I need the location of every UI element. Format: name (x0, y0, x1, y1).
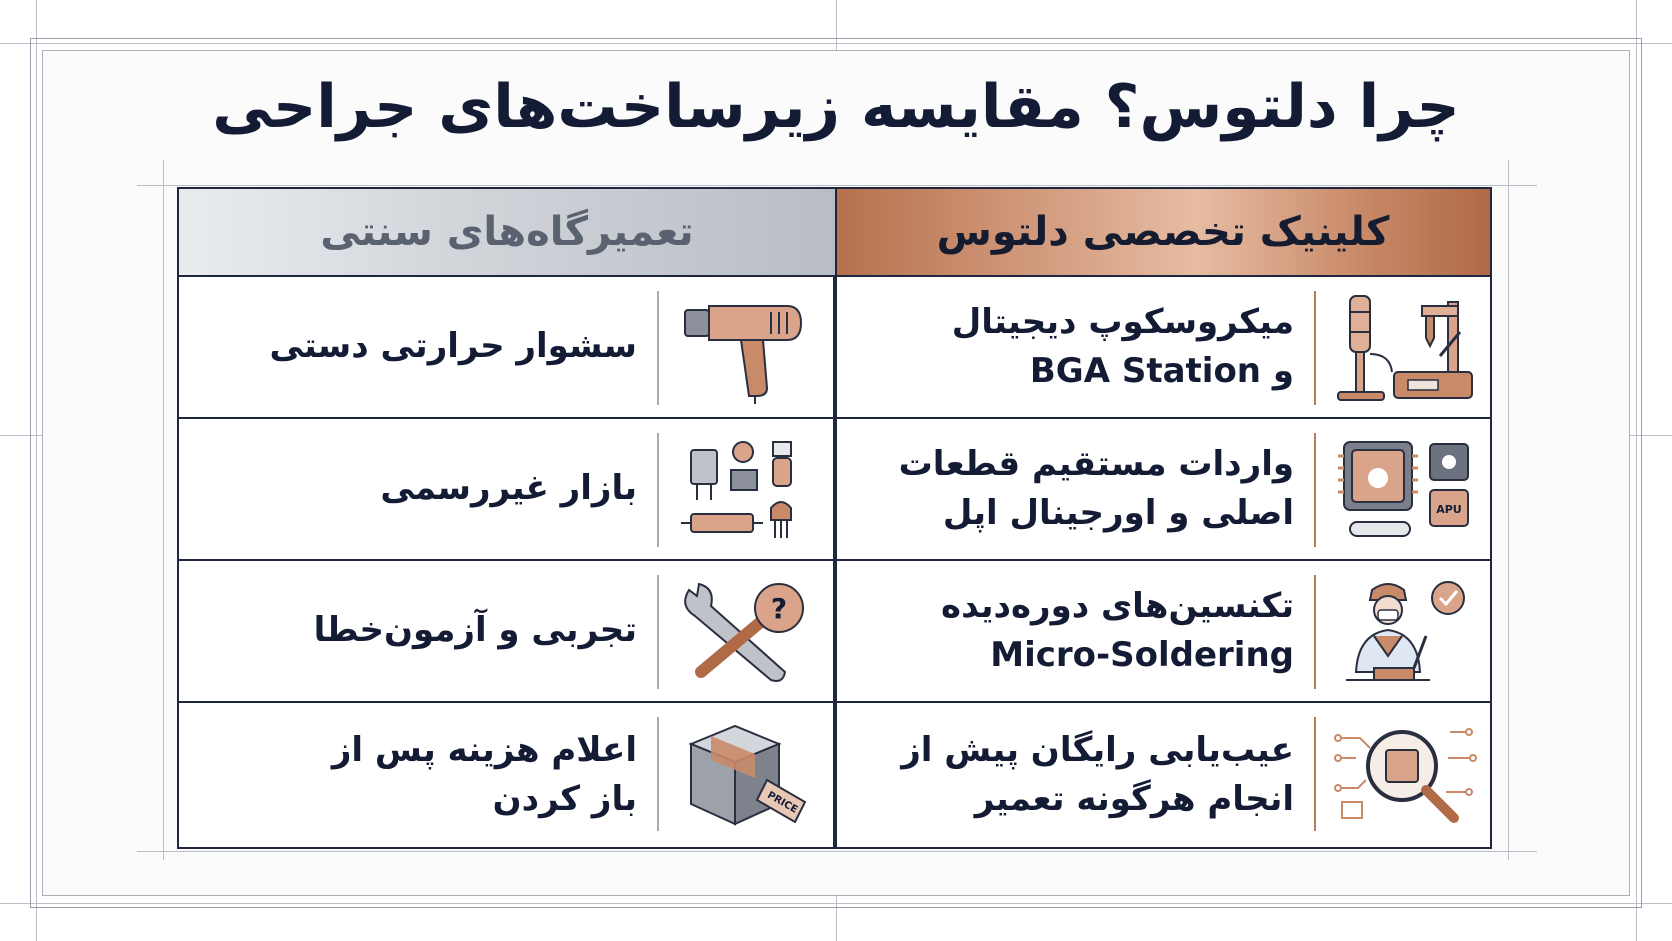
apple-chip-icon (1330, 435, 1480, 545)
microscope-bga-station-icon (1330, 293, 1480, 403)
traditional-row-4-line-2: باز کردن (492, 779, 637, 819)
traditional-row-method (179, 561, 835, 703)
comparison-table (177, 187, 1492, 849)
deltos-row-1-line-1: میکروسکوپ دیجیتال (951, 301, 1294, 342)
traditional-header: تعمیرگاه‌های سنتی (179, 189, 835, 277)
traditional-row-1-text: سشوار حرارتی دستی (269, 326, 637, 367)
deltos-row-4-line-2: انجام هرگونه تعمیر (974, 779, 1294, 819)
traditional-row-4-line-1: اعلام هزینه پس از (331, 729, 637, 770)
magnifier-circuit-icon (1330, 719, 1480, 829)
price-tag-text: PRICE (765, 789, 800, 816)
apu-label: APU (1436, 503, 1462, 516)
wrench-question-icon (671, 577, 821, 687)
heat-gun-icon (671, 293, 821, 403)
deltos-header: کلینیک تخصصی دلتوس (836, 189, 1490, 277)
deltos-row-equipment (836, 277, 1490, 419)
deltos-row-3-line-2: Micro-Soldering (990, 635, 1294, 675)
deltos-row-technicians (836, 561, 1490, 703)
technician-icon (1330, 577, 1480, 687)
box-price-tag-icon (671, 719, 821, 829)
traditional-row-2-text: بازار غیررسمی (380, 468, 637, 509)
deltos-row-2-line-1: واردات مستقیم قطعات (898, 443, 1294, 484)
traditional-column (179, 189, 835, 847)
deltos-row-1-line-2: و BGA Station (1029, 351, 1294, 391)
svg-text:?: ? (770, 592, 788, 625)
deltos-row-2-line-2: اصلی و اورجینال اپل (942, 493, 1294, 533)
loose-components-icon (671, 435, 821, 545)
traditional-row-pricing (179, 703, 835, 847)
deltos-row-4-line-1: عیب‌یابی رایگان پیش از (901, 729, 1294, 770)
traditional-row-equipment (179, 277, 835, 419)
deltos-column (836, 189, 1490, 847)
traditional-row-3-text: تجربی و آزمون‌خطا (313, 610, 637, 651)
page-title: چرا دلتوس؟ مقایسه زیرساخت‌های جراحی (212, 72, 1460, 142)
deltos-row-diagnosis (836, 703, 1490, 847)
deltos-row-3-line-1: تکنسین‌های دوره‌دیده (941, 585, 1294, 626)
deltos-row-parts (836, 419, 1490, 561)
traditional-row-parts (179, 419, 835, 561)
